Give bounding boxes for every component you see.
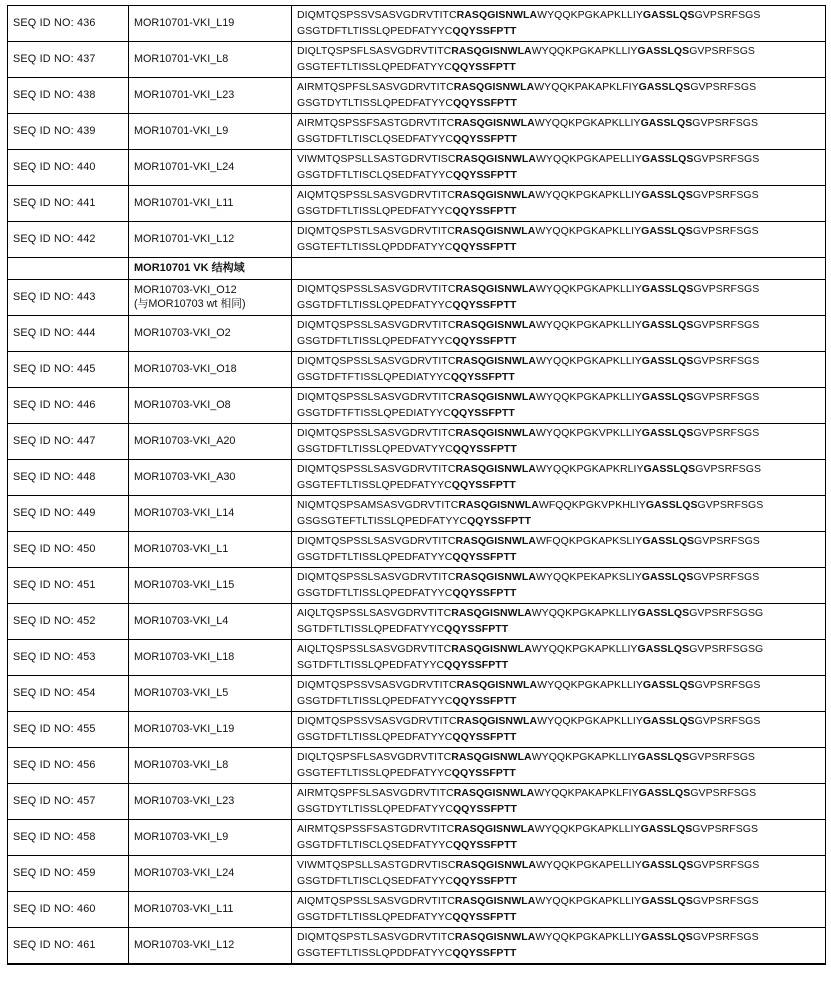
table-row	[8, 820, 826, 856]
sequence-cell: AIRMTQSPFSLSASVGDRVTITCRASQGISNWLAWYQQKPAKAPKLFIYGASSLQSGVPSRFSGS GSGTDYTLTISSLQPEDFATYYCQQYSSFPTT	[292, 784, 826, 820]
table-row	[8, 114, 826, 150]
sequence-cell: DIQMTQSPSTLSASVGDRVTITCRASQGISNWLAWYQQKPGKAPKLLIYGASSLQSGVPSRFSGS GSGTEFTLTISSLQPDDFATYYCQQYSSFPTT	[292, 928, 826, 965]
clone-name-cell: MOR10701-VKI_L11	[129, 186, 292, 222]
table-row	[8, 424, 826, 460]
cdr-region: QQYSSFPTT	[452, 586, 517, 599]
cdr-region: RASQGISNWLA	[453, 787, 535, 799]
clone-name-cell: MOR10701-VKI_L23	[129, 78, 292, 114]
clone-name-cell: MOR10703-VKI_L5	[129, 676, 292, 712]
table-row	[8, 676, 826, 712]
table-row	[8, 748, 826, 784]
section-header-cell: MOR10701 VK 结构域	[129, 258, 292, 280]
cdr-region: RASQGISNWLA	[455, 283, 536, 295]
cdr-region: QQYSSFPTT	[452, 168, 517, 181]
seq-id-cell: SEQ ID NO: 436	[8, 6, 129, 42]
cdr-region: GASSLQS	[643, 463, 696, 475]
cdr-region: RASQGISNWLA	[454, 895, 536, 907]
clone-name-cell: MOR10701-VKI_L9	[129, 114, 292, 150]
seq-id-cell: SEQ ID NO: 451	[8, 568, 129, 604]
cdr-region: QQYSSFPTT	[452, 694, 517, 707]
table-row	[8, 6, 826, 42]
seq-id-cell: SEQ ID NO: 460	[8, 892, 129, 928]
clone-name-cell: MOR10703-VKI_L4	[129, 604, 292, 640]
table-row	[8, 222, 826, 258]
cdr-region: GASSLQS	[641, 571, 694, 583]
table-row	[8, 460, 826, 496]
clone-name-cell: MOR10703-VKI_L11	[129, 892, 292, 928]
table-row	[8, 856, 826, 892]
cdr-region: RASQGISNWLA	[456, 715, 538, 727]
table-row	[8, 496, 826, 532]
sequence-cell: DIQMTQSPSSLSASVGDRVTITCRASQGISNWLAWYQQKPGKAPKRLIYGASSLQSGVPSRFSGS GSGTEFTLTISSLQPEDFATYYCQQYSSFPTT	[292, 460, 826, 496]
cdr-region: QQYSSFPTT	[452, 96, 518, 109]
cdr-region: GASSLQS	[641, 225, 693, 237]
seq-id-cell: SEQ ID NO: 437	[8, 42, 129, 78]
cdr-region: QQYSSFPTT	[451, 478, 516, 491]
seq-id-cell: SEQ ID NO: 443	[8, 280, 129, 316]
table-row	[8, 42, 826, 78]
sequence-cell: DIQMTQSPSSVSASVGDRVTITCRASQGISNWLAWYQQKPGKAPKLLIYGASSLQSGVPSRFSGS GSGTDFTLTISSLQPEDFATYYCQQYSSFPTT	[292, 676, 826, 712]
cdr-region: GASSLQS	[638, 81, 691, 93]
cdr-region: RASQGISNWLA	[455, 153, 536, 165]
cdr-region: QQYSSFPTT	[452, 874, 517, 887]
sequence-cell: AIQMTQSPSSLSASVGDRVTITCRASQGISNWLAWYQQKPGKAPKLLIYGASSLQSGVPSRFSGS GSGTDFTLTISSLQPEDFATYYCQQYSSFPTT	[292, 892, 826, 928]
seq-id-cell: SEQ ID NO: 459	[8, 856, 129, 892]
table-row	[8, 388, 826, 424]
sequence-cell	[292, 258, 826, 280]
sequence-cell: DIQMTQSPSSLSASVGDRVTITCRASQGISNWLAWYQQKPEKAPKSLIYGASSLQSGVPSRFSGS GSGTDFTLTISSLQPEDFATYYCQQYSSFPTT	[292, 568, 826, 604]
cdr-region: QQYSSFPTT	[452, 442, 517, 455]
cdr-region: GASSLQS	[641, 931, 693, 943]
seq-id-cell: SEQ ID NO: 440	[8, 150, 129, 186]
sequence-cell: AIRMTQSPSSFSASTGDRVTITCRASQGISNWLAWYQQKPGKAPKLLIYGASSLQSGVPSRFSGS GSGTDFTLTISCLQSEDFATYYCQQYSSFPTT	[292, 820, 826, 856]
cdr-region: RASQGISNWLA	[455, 355, 536, 367]
cdr-region: QQYSSFPTT	[452, 802, 518, 815]
cdr-region: QQYSSFPTT	[444, 622, 509, 635]
cdr-region: RASQGISNWLA	[458, 499, 539, 511]
cdr-region: GASSLQS	[641, 895, 693, 907]
sequence-cell: AIQMTQSPSSLSASVGDRVTITCRASQGISNWLAWYQQKPGKAPKLLIYGASSLQSGVPSRFSGS GSGTDFTLTISSLQPEDFATYYCQQYSSFPTT	[292, 186, 826, 222]
cdr-region: QQYSSFPTT	[452, 24, 517, 37]
sequence-table-body	[8, 6, 826, 965]
cdr-region: GASSLQS	[638, 787, 691, 799]
table-row	[8, 892, 826, 928]
cdr-region: RASQGISNWLA	[451, 45, 532, 57]
sequence-cell: NIQMTQSPSAMSASVGDRVTITCRASQGISNWLAWFQQKPGKVPKHLIYGASSLQSGVPSRFSGS GSGSGTEFTLTISSLQPEDFATYYCQQYSSFPTT	[292, 496, 826, 532]
cdr-region: QQYSSFPTT	[452, 946, 517, 959]
table-row	[8, 784, 826, 820]
sequence-cell: DIQMTQSPSSLSASVGDRVTITCRASQGISNWLAWFQQKPGKAPKSLIYGASSLQSGVPSRFSGS GSGTDFTLTISSLQPEDFATYYCQQYSSFPTT	[292, 532, 826, 568]
cdr-region: RASQGISNWLA	[451, 643, 532, 655]
cdr-region: RASQGISNWLA	[455, 535, 536, 547]
clone-name-cell: MOR10703-VKI_L8	[129, 748, 292, 784]
cdr-region: GASSLQS	[637, 643, 690, 655]
sequence-cell: DIQMTQSPSSLSASVGDRVTITCRASQGISNWLAWYQQKPGKVPKLLIYGASSLQSGVPSRFSGS GSGTDFTLTISSLQPEDVATYYCQQYSSFPTT	[292, 424, 826, 460]
sequence-cell: DIQMTQSPSSLSASVGDRVTITCRASQGISNWLAWYQQKPGKAPKLLIYGASSLQSGVPSRFSGS GSGTDFTFTISSLQPEDIATYYCQQYSSFPTT	[292, 352, 826, 388]
clone-name-cell: MOR10703-VKI_L9	[129, 820, 292, 856]
seq-id-cell: SEQ ID NO: 449	[8, 496, 129, 532]
cdr-region: QQYSSFPTT	[452, 838, 517, 851]
clone-name-cell: MOR10703-VKI_O8	[129, 388, 292, 424]
sequence-cell: DIQMTQSPSSLSASVGDRVTITCRASQGISNWLAWYQQKPGKAPKLLIYGASSLQSGVPSRFSGS GSGTDFTLTISSLQPEDFATYYCQQYSSFPTT	[292, 316, 826, 352]
cdr-region: RASQGISNWLA	[454, 931, 536, 943]
clone-name-cell: MOR10703-VKI_L12	[129, 928, 292, 965]
cdr-region: QQYSSFPTT	[452, 550, 517, 563]
sequence-cell: VIWMTQSPSLLSASTGDRVTISCRASQGISNWLAWYQQKPGKAPELLIYGASSLQSGVPSRFSGS GSGTDFTLTISCLQSEDFATYYCQQYSSFPTT	[292, 150, 826, 186]
cdr-region: GASSLQS	[641, 153, 694, 165]
cdr-region: RASQGISNWLA	[455, 391, 536, 403]
clone-name-cell: MOR10703-VKI_A20	[129, 424, 292, 460]
sequence-cell: DIQLTQSPSFLSASVGDRVTITCRASQGISNWLAWYQQKPGKAPKLLIYGASSLQSGVPSRFSGS GSGTEFTLTISSLQPEDFATYYCQQYSSFPTT	[292, 748, 826, 784]
cdr-region: RASQGISNWLA	[454, 225, 536, 237]
cdr-region: GASSLQS	[641, 283, 694, 295]
cdr-region: GASSLQS	[641, 319, 694, 331]
sequence-cell: DIQLTQSPSFLSASVGDRVTITCRASQGISNWLAWYQQKPGKAPKLLIYGASSLQSGVPSRFSGS GSGTEFTLTISSLQPEDFATYYCQQYSSFPTT	[292, 42, 826, 78]
cdr-region: QQYSSFPTT	[452, 240, 517, 253]
cdr-region: RASQGISNWLA	[456, 679, 538, 691]
clone-name-cell: MOR10703-VKI_O18	[129, 352, 292, 388]
clone-name-cell: MOR10703-VKI_O12 (与MOR10703 wt 相同)	[129, 280, 292, 316]
cdr-region: RASQGISNWLA	[451, 751, 532, 763]
cdr-region: GASSLQS	[641, 427, 694, 439]
clone-name-cell: MOR10703-VKI_L24	[129, 856, 292, 892]
section-row	[8, 258, 826, 280]
table-row	[8, 604, 826, 640]
sequence-cell: AIRMTQSPFSLSASVGDRVTITCRASQGISNWLAWYQQKPAKAPKLFIYGASSLQSGVPSRFSGS GSGTDYTLTISSLQPEDFATYYCQQYSSFPTT	[292, 78, 826, 114]
seq-id-cell: SEQ ID NO: 444	[8, 316, 129, 352]
sequence-cell: AIQLTQSPSSLSASVGDRVTITCRASQGISNWLAWYQQKPGKAPKLLIYGASSLQSGVPSRFSGSG SGTDFTLTISSLQPEDFATYYCQQYSSFPTT	[292, 640, 826, 676]
cdr-region: GASSLQS	[642, 9, 695, 21]
cdr-region: RASQGISNWLA	[455, 427, 536, 439]
cdr-region: GASSLQS	[640, 117, 693, 129]
cdr-region: QQYSSFPTT	[452, 132, 517, 145]
cdr-region: RASQGISNWLA	[454, 117, 535, 129]
seq-id-cell: SEQ ID NO: 455	[8, 712, 129, 748]
cdr-region: RASQGISNWLA	[454, 823, 535, 835]
clone-name-cell: MOR10701-VKI_L24	[129, 150, 292, 186]
table-row	[8, 186, 826, 222]
table-row	[8, 316, 826, 352]
cdr-region: GASSLQS	[641, 859, 694, 871]
sequence-cell: VIWMTQSPSLLSASTGDRVTISCRASQGISNWLAWYQQKPGKAPELLIYGASSLQSGVPSRFSGS GSGTDFTLTISCLQSEDFATYYCQQYSSFPTT	[292, 856, 826, 892]
cdr-region: GASSLQS	[645, 499, 698, 511]
cdr-region: QQYSSFPTT	[450, 406, 515, 419]
sequence-table	[7, 5, 826, 965]
seq-id-cell: SEQ ID NO: 441	[8, 186, 129, 222]
seq-id-cell: SEQ ID NO: 456	[8, 748, 129, 784]
cdr-region: GASSLQS	[637, 45, 690, 57]
sequence-cell: DIQMTQSPSSLSASVGDRVTITCRASQGISNWLAWYQQKPGKAPKLLIYGASSLQSGVPSRFSGS GSGTDFTLTISSLQPEDFATYYCQQYSSFPTT	[292, 280, 826, 316]
cdr-region: QQYSSFPTT	[450, 370, 515, 383]
sequence-cell: DIQMTQSPSSVSASVGDRVTITCRASQGISNWLAWYQQKPGKAPKLLIYGASSLQSGVPSRFSGS GSGTDFTLTISSLQPEDFATYYCQQYSSFPTT	[292, 712, 826, 748]
clone-name-cell: MOR10701-VKI_L12	[129, 222, 292, 258]
cdr-region: QQYSSFPTT	[451, 766, 516, 779]
clone-name-cell: MOR10703-VKI_O2	[129, 316, 292, 352]
cdr-region: QQYSSFPTT	[452, 730, 517, 743]
cdr-region: RASQGISNWLA	[451, 607, 532, 619]
cdr-region: QQYSSFPTT	[467, 514, 532, 527]
cdr-region: GASSLQS	[637, 751, 690, 763]
cdr-region: QQYSSFPTT	[452, 910, 517, 923]
cdr-region: RASQGISNWLA	[455, 571, 536, 583]
table-row	[8, 640, 826, 676]
clone-name-cell: MOR10703-VKI_L23	[129, 784, 292, 820]
clone-name-cell: MOR10703-VKI_L19	[129, 712, 292, 748]
cdr-region: RASQGISNWLA	[453, 81, 535, 93]
clone-name-cell: MOR10703-VKI_L1	[129, 532, 292, 568]
cdr-region: RASQGISNWLA	[455, 319, 536, 331]
sequence-cell: DIQMTQSPSSLSASVGDRVTITCRASQGISNWLAWYQQKPGKAPKLLIYGASSLQSGVPSRFSGS GSGTDFTFTISSLQPEDIATYYCQQYSSFPTT	[292, 388, 826, 424]
cdr-region: GASSLQS	[637, 607, 690, 619]
seq-id-cell: SEQ ID NO: 447	[8, 424, 129, 460]
clone-name-cell: MOR10701-VKI_L8	[129, 42, 292, 78]
seq-id-cell: SEQ ID NO: 445	[8, 352, 129, 388]
sequence-cell: AIRMTQSPSSFSASTGDRVTITCRASQGISNWLAWYQQKPGKAPKLLIYGASSLQSGVPSRFSGS GSGTDFTLTISCLQSEDFATYYCQQYSSFPTT	[292, 114, 826, 150]
table-row	[8, 78, 826, 114]
cdr-region: QQYSSFPTT	[452, 204, 517, 217]
table-row	[8, 352, 826, 388]
sequence-cell: DIQMTQSPSTLSASVGDRVTITCRASQGISNWLAWYQQKPGKAPKLLIYGASSLQSGVPSRFSGS GSGTEFTLTISSLQPDDFATYYCQQYSSFPTT	[292, 222, 826, 258]
cdr-region: GASSLQS	[642, 715, 695, 727]
clone-name-cell: MOR10703-VKI_L14	[129, 496, 292, 532]
cdr-region: RASQGISNWLA	[455, 463, 536, 475]
table-row	[8, 532, 826, 568]
seq-id-cell: SEQ ID NO: 458	[8, 820, 129, 856]
seq-id-cell: SEQ ID NO: 454	[8, 676, 129, 712]
cdr-region: GASSLQS	[641, 189, 693, 201]
seq-id-cell: SEQ ID NO: 439	[8, 114, 129, 150]
table-row	[8, 280, 826, 316]
table-row	[8, 568, 826, 604]
table-row	[8, 928, 826, 965]
table-row	[8, 712, 826, 748]
cdr-region: RASQGISNWLA	[455, 859, 536, 871]
clone-name-cell: MOR10703-VKI_L15	[129, 568, 292, 604]
seq-id-cell: SEQ ID NO: 452	[8, 604, 129, 640]
sequence-cell: DIQMTQSPSSVSASVGDRVTITCRASQGISNWLAWYQQKPGKAPKLLIYGASSLQSGVPSRFSGS GSGTDFTLTISSLQPEDFATYYCQQYSSFPTT	[292, 6, 826, 42]
cdr-region: GASSLQS	[640, 823, 693, 835]
cdr-region: RASQGISNWLA	[454, 189, 536, 201]
seq-id-cell: SEQ ID NO: 453	[8, 640, 129, 676]
clone-name-cell: MOR10703-VKI_A30	[129, 460, 292, 496]
seq-id-cell: SEQ ID NO: 438	[8, 78, 129, 114]
sequence-cell: AIQLTQSPSSLSASVGDRVTITCRASQGISNWLAWYQQKPGKAPKLLIYGASSLQSGVPSRFSGSG SGTDFTLTISSLQPEDFATYYCQQYSSFPTT	[292, 604, 826, 640]
clone-name-cell: MOR10701-VKI_L19	[129, 6, 292, 42]
table-row	[8, 150, 826, 186]
seq-id-cell: SEQ ID NO: 457	[8, 784, 129, 820]
cdr-region: GASSLQS	[641, 391, 694, 403]
seq-id-cell: SEQ ID NO: 450	[8, 532, 129, 568]
seq-id-cell: SEQ ID NO: 461	[8, 928, 129, 965]
cdr-region: RASQGISNWLA	[456, 9, 538, 21]
cdr-region: GASSLQS	[641, 355, 694, 367]
cdr-region: GASSLQS	[642, 679, 695, 691]
seq-id-cell: SEQ ID NO: 442	[8, 222, 129, 258]
clone-name-cell: MOR10703-VKI_L18	[129, 640, 292, 676]
seq-id-cell: SEQ ID NO: 448	[8, 460, 129, 496]
cdr-region: GASSLQS	[642, 535, 695, 547]
cdr-region: QQYSSFPTT	[451, 60, 516, 73]
cdr-region: QQYSSFPTT	[452, 298, 517, 311]
cdr-region: QQYSSFPTT	[444, 658, 509, 671]
seq-id-cell: SEQ ID NO: 446	[8, 388, 129, 424]
cdr-region: QQYSSFPTT	[452, 334, 517, 347]
seq-id-cell	[8, 258, 129, 280]
